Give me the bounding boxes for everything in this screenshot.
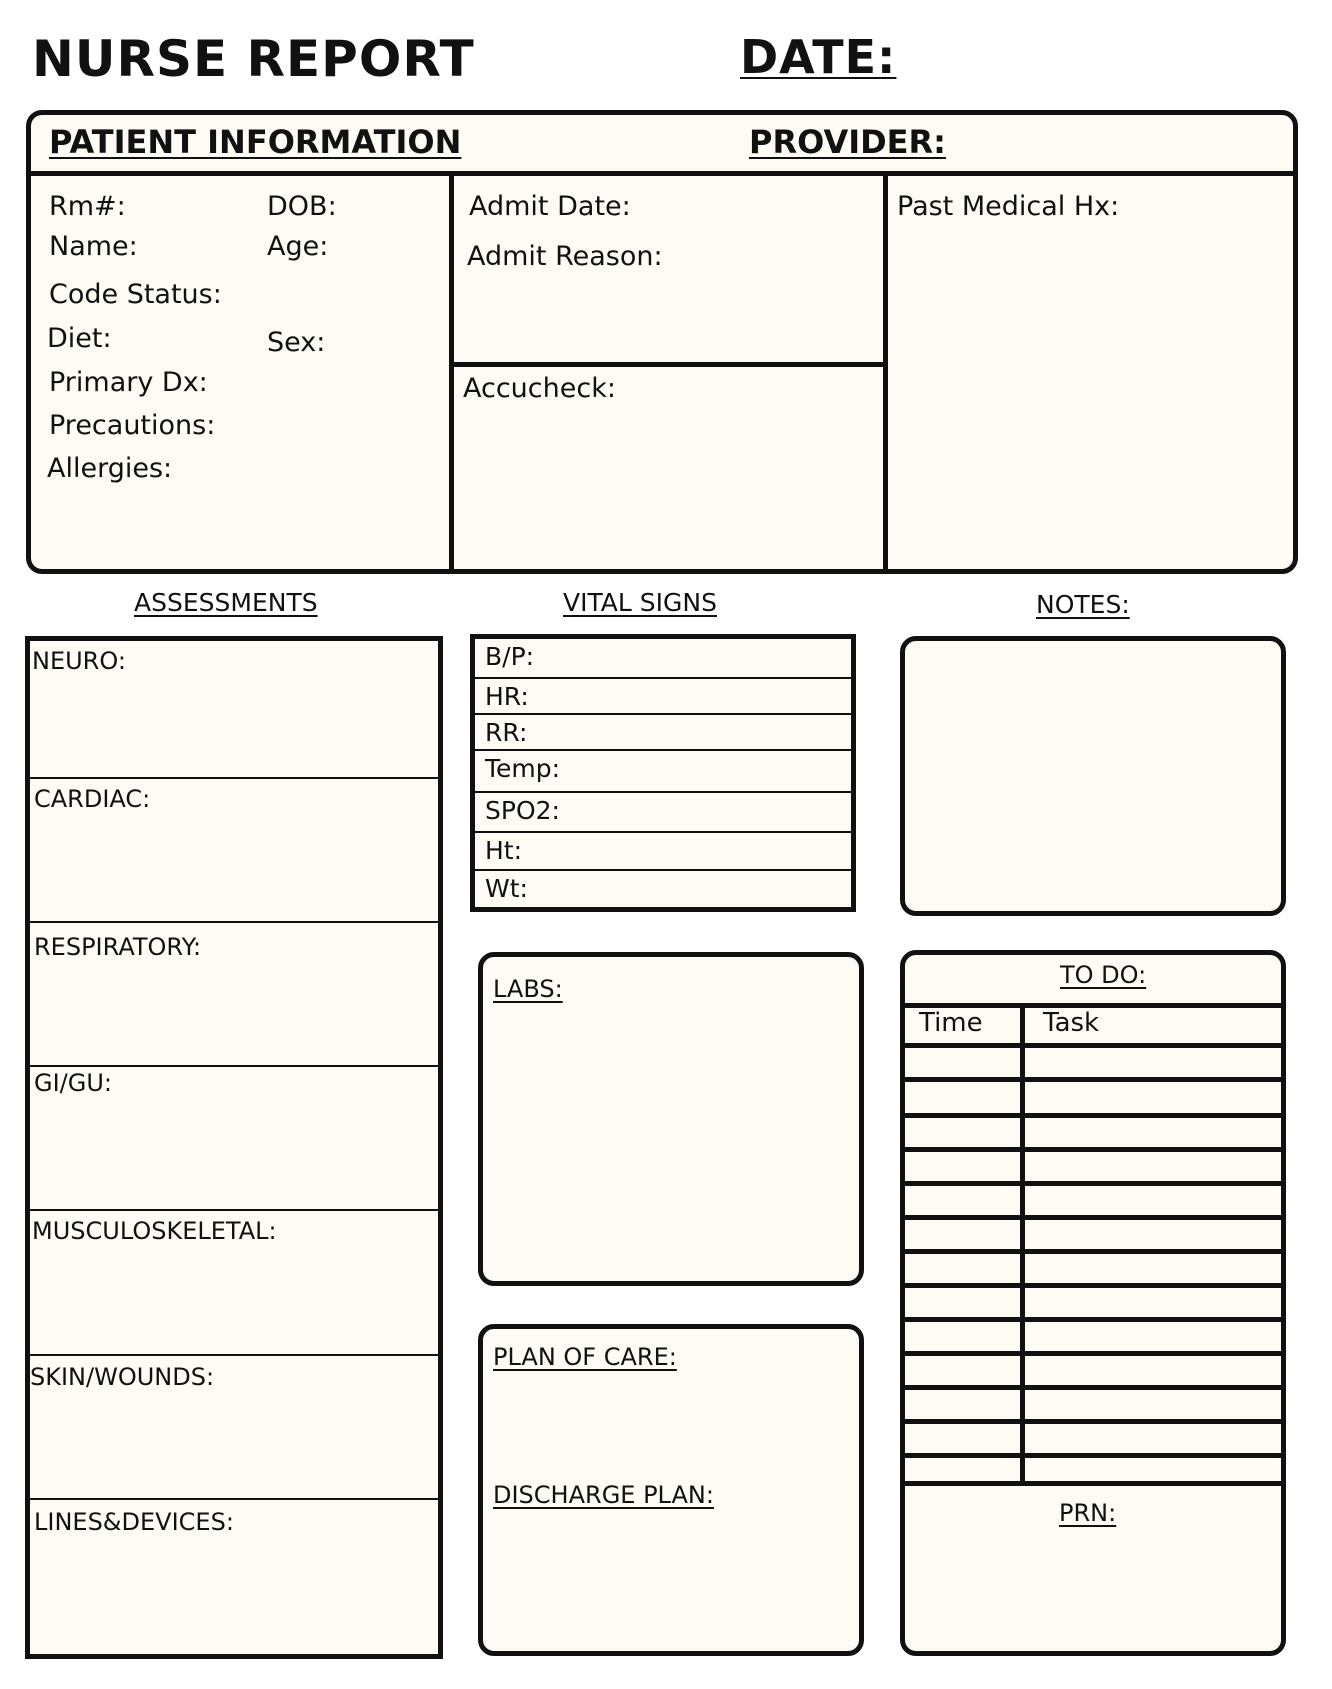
todo-row-line	[905, 1113, 1281, 1118]
todo-row-line	[905, 1147, 1281, 1152]
primary-dx-label[interactable]: Primary Dx:	[49, 367, 208, 398]
vital-row-bp[interactable]	[475, 639, 851, 679]
rr-label: RR:	[485, 718, 528, 747]
todo-row-line	[905, 1215, 1281, 1220]
vital-signs-table	[470, 634, 856, 912]
vital-row-spo2[interactable]	[475, 791, 851, 835]
past-medical-hx-label[interactable]: Past Medical Hx:	[897, 191, 1120, 222]
dob-label[interactable]: DOB:	[267, 191, 337, 222]
todo-panel	[900, 950, 1286, 1656]
todo-time-header: Time	[919, 1008, 983, 1038]
column-divider-2	[883, 176, 888, 574]
page-title: NURSE REPORT	[32, 30, 475, 88]
vital-row-temp[interactable]	[475, 749, 851, 795]
code-status-label[interactable]: Code Status:	[49, 279, 222, 310]
assessment-divider	[30, 1065, 438, 1067]
lines-devices-label[interactable]: LINES&DEVICES:	[34, 1508, 234, 1536]
todo-table-bottom	[905, 1481, 1281, 1486]
room-number-label[interactable]: Rm#:	[49, 191, 126, 222]
assessment-divider	[30, 921, 438, 923]
allergies-label[interactable]: Allergies:	[47, 453, 173, 484]
todo-task-header: Task	[1043, 1008, 1100, 1038]
ht-label: Ht:	[485, 836, 523, 865]
musculoskeletal-label[interactable]: MUSCULOSKELETAL:	[32, 1217, 277, 1245]
plan-of-care-heading: PLAN OF CARE:	[493, 1343, 677, 1371]
labs-heading: LABS:	[493, 975, 563, 1003]
vital-signs-heading: VITAL SIGNS	[563, 588, 717, 617]
provider-label[interactable]: PROVIDER:	[749, 123, 946, 161]
age-label[interactable]: Age:	[267, 231, 329, 262]
assessment-divider	[30, 1498, 438, 1500]
todo-row-line	[905, 1317, 1281, 1322]
patient-header-divider	[31, 171, 1293, 176]
admit-reason-label[interactable]: Admit Reason:	[467, 241, 663, 272]
accucheck-label[interactable]: Accucheck:	[463, 373, 616, 404]
assessment-divider	[30, 1209, 438, 1211]
prn-label[interactable]: PRN:	[1059, 1499, 1117, 1527]
spo2-label: SPO2:	[485, 796, 560, 825]
todo-row-line	[905, 1385, 1281, 1390]
bp-label: B/P:	[485, 642, 535, 671]
todo-row-line	[905, 1249, 1281, 1254]
assessments-heading: ASSESSMENTS	[134, 588, 318, 617]
todo-row-line	[905, 1181, 1281, 1186]
skin-wounds-label[interactable]: SKIN/WOUNDS:	[30, 1363, 215, 1391]
gi-gu-label[interactable]: GI/GU:	[34, 1069, 113, 1097]
todo-row-line	[905, 1453, 1281, 1458]
vital-row-ht[interactable]	[475, 831, 851, 873]
todo-row-line	[905, 1351, 1281, 1356]
todo-row-line	[905, 1419, 1281, 1424]
plan-of-care-panel[interactable]	[478, 1324, 864, 1656]
todo-row-line	[905, 1077, 1281, 1082]
hr-label: HR:	[485, 682, 529, 711]
column-divider-1	[449, 176, 454, 574]
respiratory-label[interactable]: RESPIRATORY:	[34, 933, 202, 961]
vital-row-hr[interactable]	[475, 677, 851, 717]
patient-information-panel	[26, 110, 1298, 574]
name-label[interactable]: Name:	[49, 231, 138, 262]
assessment-divider	[30, 777, 438, 779]
temp-label: Temp:	[485, 754, 561, 783]
todo-row-line	[905, 1283, 1281, 1288]
accucheck-divider	[454, 362, 883, 367]
precautions-label[interactable]: Precautions:	[49, 410, 216, 441]
vital-row-wt[interactable]	[475, 869, 851, 909]
discharge-plan-heading: DISCHARGE PLAN:	[493, 1481, 714, 1509]
notes-heading: NOTES:	[1036, 590, 1130, 619]
patient-information-heading: PATIENT INFORMATION	[49, 123, 462, 161]
neuro-label[interactable]: NEURO:	[32, 647, 126, 675]
date-label[interactable]: DATE:	[740, 30, 897, 84]
todo-heading: TO DO:	[1060, 961, 1147, 989]
cardiac-label[interactable]: CARDIAC:	[34, 785, 151, 813]
admit-date-label[interactable]: Admit Date:	[469, 191, 631, 222]
sex-label[interactable]: Sex:	[267, 327, 326, 358]
diet-label[interactable]: Diet:	[47, 323, 112, 354]
assessment-divider	[30, 1354, 438, 1356]
assessments-panel	[25, 636, 443, 1659]
notes-panel[interactable]	[900, 636, 1286, 916]
wt-label: Wt:	[485, 874, 528, 903]
todo-row-line	[905, 1043, 1281, 1048]
vital-row-rr[interactable]	[475, 713, 851, 753]
labs-panel[interactable]	[478, 952, 864, 1286]
